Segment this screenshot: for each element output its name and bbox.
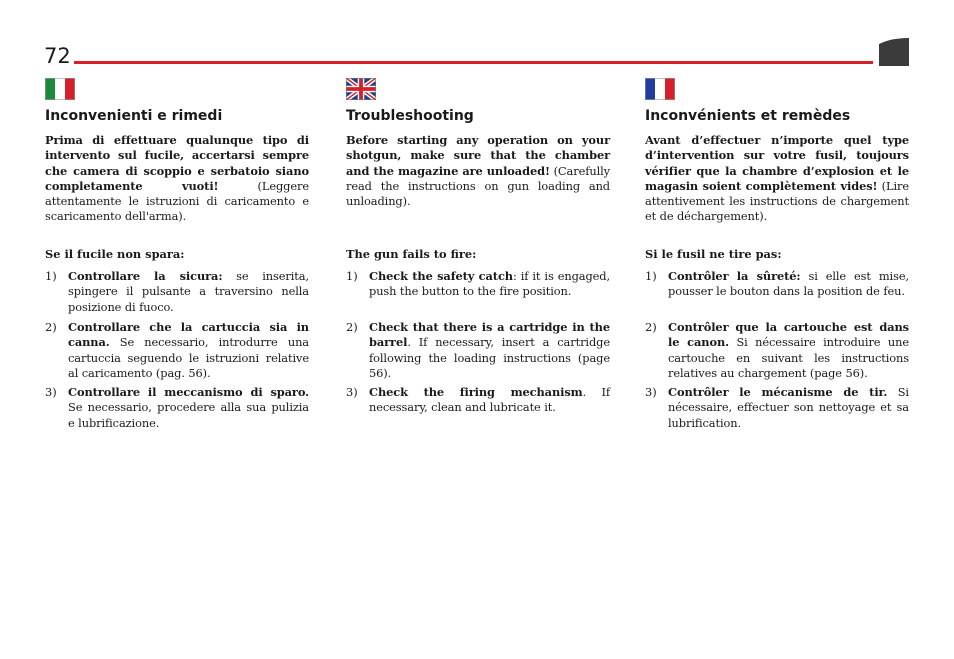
list-item [645,385,909,431]
list-item [346,269,610,300]
item-title: Check that there is a cartridge in the barrel [369,320,610,350]
item-text: se inserita, spingere il pulsante a traversino nella posizione di fuoco. [68,269,309,314]
item-text: Se necessario, introdurre una cartuccia seguendo le istruzioni relative al caricamento (pag. 56). [68,335,309,380]
list-item [346,385,610,416]
france-flag-icon [645,78,675,100]
intro-paragraph [45,133,309,225]
uk-flag-icon [346,78,376,100]
intro-warning: Avant d’effectuer n’importe quel type d’intervention sur votre fusil, toujours vérifier que la chambre d’explosion et le magasin soient complètement vides! [645,133,909,193]
subheading: Se il fucile non spara: [45,247,185,261]
item-title: Check the firing mechanism [369,385,583,399]
list-item [346,320,610,381]
item-number: 1) [645,269,657,283]
intro-paragraph [346,133,610,209]
item-number: 3) [346,385,358,399]
section-heading: Inconvenienti e rimedi [45,108,223,124]
item-text: : if it is engaged, push the button to the fire position. [369,269,611,299]
item-number: 3) [645,385,657,399]
item-number: 2) [645,320,657,334]
item-title: Contrôler la sûreté: [668,269,801,283]
column-english [346,78,611,415]
item-title: Controllare che la cartuccia sia in canna. [68,320,309,350]
intro-paragraph [645,133,909,225]
item-number: 2) [346,320,358,334]
intro-warning: Prima di effettuare qualunque tipo di intervento sul fucile, accertarsi sempre che camera di scoppio e serbatoio siano completamente vuoti! [45,133,309,193]
item-title: Controllare la sicura: [68,269,223,283]
item-number: 1) [346,269,358,283]
item-number: 2) [45,320,57,334]
column-french [645,78,909,430]
column-italian [45,78,309,430]
item-title: Contrôler le mécanisme de tir. [668,385,888,399]
list-item [45,269,309,315]
section-heading: Troubleshooting [346,108,474,124]
intro-warning: Before starting any operation on your shotgun, make sure that the chamber and the magazine are unloaded! [346,133,610,178]
item-title: Check the safety catch [369,269,513,283]
item-text: . If necessary, insert a cartridge following the loading instructions (page 56). [369,335,610,380]
item-text: Se necessario, procedere alla sua pulizia e lubrificazione. [68,400,309,430]
item-title: Contrôler que la cartouche est dans le canon. [668,320,909,350]
section-heading: Inconvénients et remèdes [645,108,851,124]
item-text: Si nécessaire introduire une cartouche en suivant les instructions relatives au chargement (page 56). [668,335,909,380]
item-text: . If necessary, clean and lubricate it. [369,385,610,415]
header-rule [74,61,873,64]
item-number: 1) [45,269,57,283]
list-item [45,385,309,431]
page-number: 72 [44,44,71,68]
italy-flag-icon [45,78,75,100]
subheading: Si le fusil ne tire pas: [645,247,782,261]
subheading: The gun fails to fire: [346,247,477,261]
item-title: Controllare il meccanismo di sparo. [68,385,309,399]
corner-tab-icon [879,38,909,66]
item-number: 3) [45,385,57,399]
intro-note: (Lire attentivement les instructions de chargement et de déchargement). [645,178,909,224]
list-item [45,320,309,381]
list-item [645,269,909,300]
item-text: Si nécessaire, effectuer son nettoyage et sa lubrification. [668,385,909,430]
item-text: si elle est mise, pousser le bouton dans la position de feu. [668,269,909,299]
list-item [645,320,909,381]
intro-note: (Carefully read the instructions on gun loading and unloading). [346,163,610,209]
intro-note: (Leggere attentamente le istruzioni di caricamento e scaricamento dell'arma). [45,178,309,224]
